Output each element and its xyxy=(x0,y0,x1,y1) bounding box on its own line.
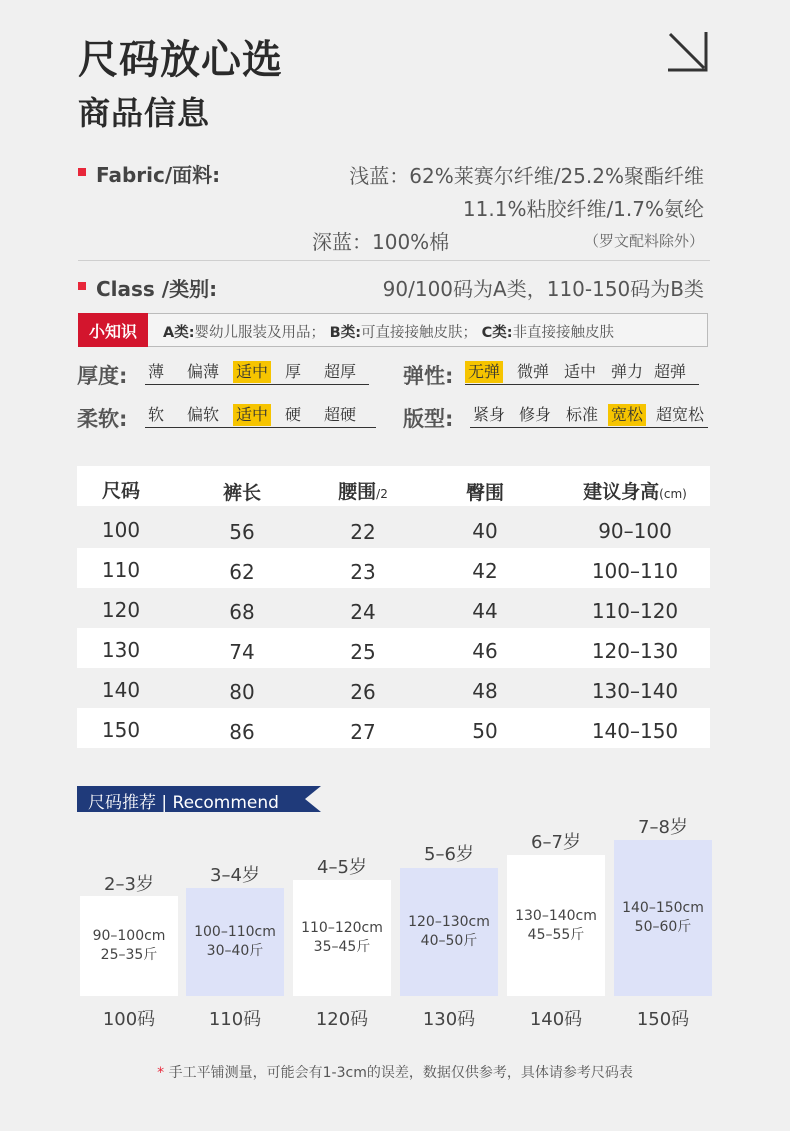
fit-option: 紧身 xyxy=(473,405,506,424)
softness-option-selected: 适中 xyxy=(233,404,271,426)
cell-hip: 50 xyxy=(472,719,498,743)
header-height: 建议身高 xyxy=(583,481,660,503)
elasticity-option: 超弹 xyxy=(654,362,687,381)
cell-waist: 23 xyxy=(350,560,376,584)
cell-waist: 22 xyxy=(350,520,376,544)
cell-length: 80 xyxy=(229,680,255,704)
footer-text: 手工平铺测量，可能会有1-3cm的误差，数据仅供参考，具体请参考尺码表 xyxy=(168,1065,633,1081)
header-hip: 臀围 xyxy=(465,482,504,504)
thickness-option: 薄 xyxy=(148,362,165,381)
size-label: 100码 xyxy=(102,1009,156,1030)
cell-length: 68 xyxy=(229,600,255,624)
tip-a-key: A类: xyxy=(163,325,195,341)
tip-c-value: 非直接接触皮肤 xyxy=(512,325,615,341)
elasticity-option-selected: 无弹 xyxy=(465,361,503,383)
tip-b-value: 可直接接触皮肤； xyxy=(361,325,477,341)
cell-height: 130–140 xyxy=(591,679,679,703)
cell-length: 56 xyxy=(229,520,255,544)
bullet-icon xyxy=(78,282,86,290)
thickness-option: 厚 xyxy=(285,362,302,381)
size-label: 110码 xyxy=(208,1009,262,1030)
cell-size: 150 xyxy=(101,718,141,742)
cell-hip: 48 xyxy=(472,679,498,703)
cell-hip: 42 xyxy=(472,559,498,583)
recommend-height: 90–100cm xyxy=(92,928,166,944)
cell-hip: 40 xyxy=(472,519,498,543)
cell-height: 140–150 xyxy=(591,719,679,743)
fabric-note: （罗文配料除外） xyxy=(583,232,704,250)
thickness-label: 厚度: xyxy=(77,364,128,388)
recommend-height: 110–120cm xyxy=(301,920,383,936)
thickness-option: 超厚 xyxy=(324,362,357,381)
age-label: 4–5岁 xyxy=(317,857,367,878)
cell-waist: 25 xyxy=(350,640,376,664)
elasticity-option: 微弹 xyxy=(517,362,550,381)
age-label: 3–4岁 xyxy=(210,865,260,886)
cell-length: 86 xyxy=(229,720,255,744)
cell-size: 100 xyxy=(101,518,141,542)
recommend-box xyxy=(507,855,605,996)
age-label: 2–3岁 xyxy=(104,874,154,895)
cell-hip: 46 xyxy=(472,639,498,663)
elasticity-label: 弹性: xyxy=(403,364,454,388)
tip-a-value: 婴幼儿服装及用品； xyxy=(194,325,326,341)
cell-hip: 44 xyxy=(472,599,498,623)
elasticity-option: 适中 xyxy=(564,362,597,381)
footer-star: * xyxy=(157,1065,165,1081)
softness-option: 硬 xyxy=(285,405,302,424)
recommend-weight: 50–60斤 xyxy=(634,919,692,935)
size-label: 120码 xyxy=(315,1009,369,1030)
header-height-suffix: (cm) xyxy=(659,487,687,501)
tip-tag: 小知识 xyxy=(78,313,148,347)
size-label: 150码 xyxy=(636,1009,690,1030)
age-label: 5–6岁 xyxy=(424,844,474,865)
underline xyxy=(145,384,369,385)
header-size: 尺码 xyxy=(101,480,140,502)
recommend-box xyxy=(614,840,712,996)
header-waist: 腰围 xyxy=(338,481,377,503)
recommend-height: 120–130cm xyxy=(408,914,490,930)
divider xyxy=(78,260,710,261)
fabric-value-1: 浅蓝：62%莱赛尔纤维/25.2%聚酯纤维 xyxy=(349,164,704,188)
tip-b-key: B类: xyxy=(329,325,361,341)
softness-option: 偏软 xyxy=(187,405,220,424)
recommend-weight: 30–40斤 xyxy=(206,943,264,959)
recommend-height: 100–110cm xyxy=(194,924,276,940)
fit-option: 超宽松 xyxy=(656,405,705,424)
bullet-icon xyxy=(78,168,86,176)
footer-note xyxy=(0,1062,790,1082)
page-title: 尺码放心选 xyxy=(78,37,283,83)
size-label: 130码 xyxy=(422,1009,476,1030)
recommend-height: 140–150cm xyxy=(622,900,704,916)
cell-height: 120–130 xyxy=(591,639,679,663)
recommend-weight: 35–45斤 xyxy=(313,939,371,955)
cell-size: 140 xyxy=(101,678,141,702)
underline xyxy=(470,427,708,428)
cell-size: 110 xyxy=(101,558,141,582)
fit-option: 标准 xyxy=(566,405,599,424)
fit-label: 版型: xyxy=(403,407,454,431)
cell-height: 90–100 xyxy=(598,519,672,543)
softness-option: 超硬 xyxy=(324,405,357,424)
arrow-down-right-icon xyxy=(666,30,710,74)
cell-height: 100–110 xyxy=(591,559,679,583)
recommend-weight: 25–35斤 xyxy=(100,947,158,963)
underline xyxy=(465,384,699,385)
recommend-box xyxy=(186,888,284,996)
fit-option: 修身 xyxy=(519,405,552,424)
fit-option-selected: 宽松 xyxy=(608,404,646,426)
cell-size: 130 xyxy=(101,638,141,662)
section-title: 商品信息 xyxy=(78,94,211,132)
age-label: 7–8岁 xyxy=(638,817,688,838)
cell-waist: 27 xyxy=(350,720,376,744)
recommend-box xyxy=(400,868,498,996)
class-value: 90/100码为A类，110-150码为B类 xyxy=(382,277,704,301)
recommend-height: 130–140cm xyxy=(515,907,597,924)
size-label: 140码 xyxy=(529,1009,583,1030)
header-length: 裤长 xyxy=(222,482,261,504)
age-label: 6–7岁 xyxy=(531,832,581,853)
elasticity-option: 弹力 xyxy=(611,362,644,381)
tip-c-key: C类: xyxy=(481,325,513,341)
recommend-weight: 40–50斤 xyxy=(420,933,478,949)
recommend-box xyxy=(80,896,178,996)
recommend-box xyxy=(293,880,391,996)
softness-label: 柔软: xyxy=(77,407,128,431)
fabric-value-2: 11.1%粘胶纤维/1.7%氨纶 xyxy=(462,197,704,221)
recommend-banner-text: 尺码推荐 | Recommend xyxy=(88,793,279,813)
cell-size: 120 xyxy=(101,598,141,622)
cell-length: 74 xyxy=(229,640,255,664)
tip-text xyxy=(163,321,614,342)
fabric-value-3: 深蓝：100%棉 xyxy=(312,230,450,254)
cell-length: 62 xyxy=(229,560,255,584)
thickness-option-selected: 适中 xyxy=(233,361,271,383)
class-label: Class /类别: xyxy=(96,277,218,301)
cell-waist: 24 xyxy=(350,600,376,624)
softness-option: 软 xyxy=(148,405,165,424)
cell-height: 110–120 xyxy=(591,599,679,623)
underline xyxy=(145,427,376,428)
fabric-label: Fabric/面料: xyxy=(96,163,221,187)
header-waist-suffix: /2 xyxy=(376,487,388,501)
cell-waist: 26 xyxy=(350,680,376,704)
recommend-weight: 45–55斤 xyxy=(527,926,585,943)
thickness-option: 偏薄 xyxy=(187,362,220,381)
